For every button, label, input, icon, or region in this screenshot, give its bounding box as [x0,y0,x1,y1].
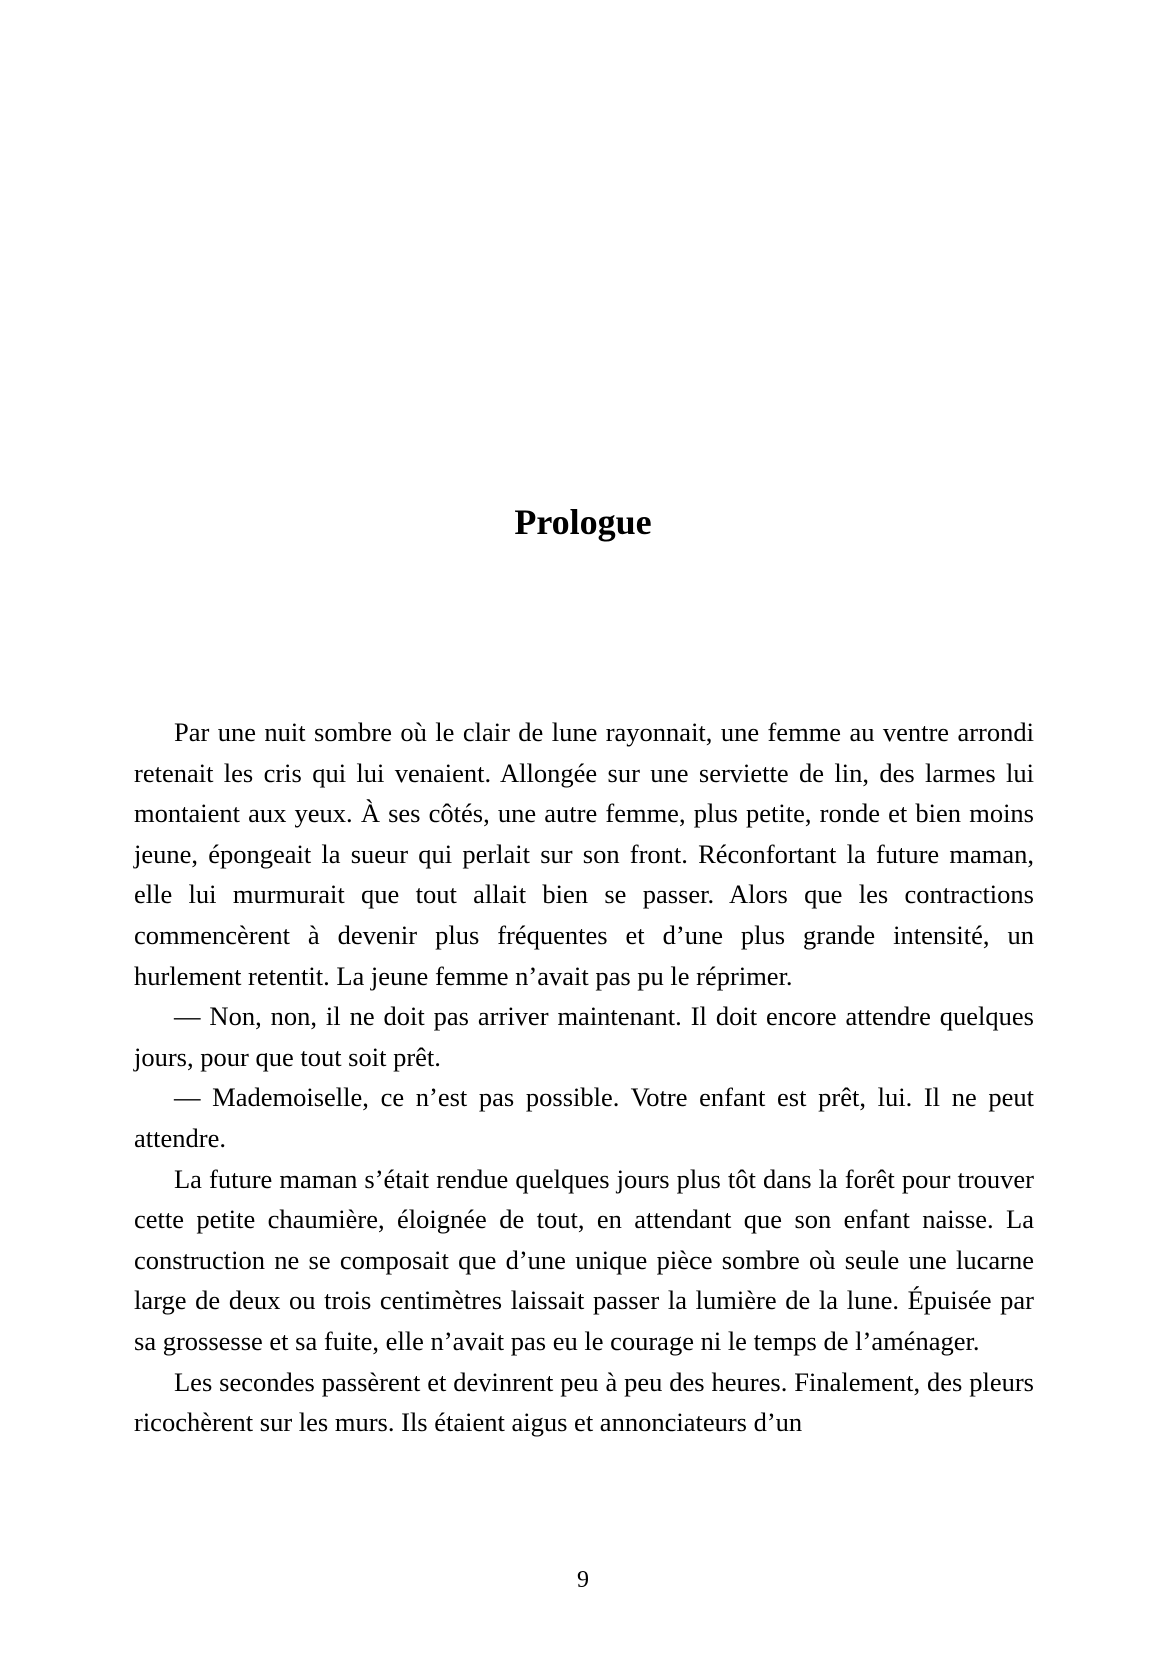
paragraph: Les secondes passèrent et devinrent peu à peu des heures. Finalement, des pleurs ricochèrent sur les murs. Ils étaient aigus et annonciateurs d’un [134,1366,1034,1438]
chapter-title: Prologue [514,502,652,542]
page-number: 9 [577,1567,589,1593]
paragraph: Par une nuit sombre où le clair de lune rayonnait, une femme au ventre arrondi retenait les cris qui lui venaient. Allongée sur une serviette de lin, des larmes lui montaient aux yeux. À ses côtés, une autre femme, plus petite, ronde et bien moins jeune, épongeait la sueur qui perlait sur son front. Réconfortant la future maman, elle lui murmurait que tout allait bien se passer. Alors que les contractions commencèrent à devenir plus fréquentes et d’une plus grande intensité, un hurlement retentit. La jeune femme n’avait pas pu le réprimer. [134,717,1034,991]
dialogue-paragraph: — Mademoiselle, ce n’est pas possible. Votre enfant est prêt, lui. Il ne peut attendre. [134,1082,1034,1153]
dialogue-paragraph: — Non, non, il ne doit pas arriver maintenant. Il doit encore attendre quelques jours, pour que tout soit prêt. [134,1001,1034,1072]
chapter-body [134,712,1034,1443]
paragraph: La future maman s’était rendue quelques jours plus tôt dans la forêt pour trouver cette petite chaumière, éloignée de tout, en attendant que son enfant naisse. La construction ne se composait que d’une unique pièce sombre où seule une lucarne large de deux ou trois centimètres laissait passer la lumière de la lune. Épuisée par sa grossesse et sa fuite, elle n’avait pas eu le courage ni le temps de l’aménager. [134,1163,1034,1356]
